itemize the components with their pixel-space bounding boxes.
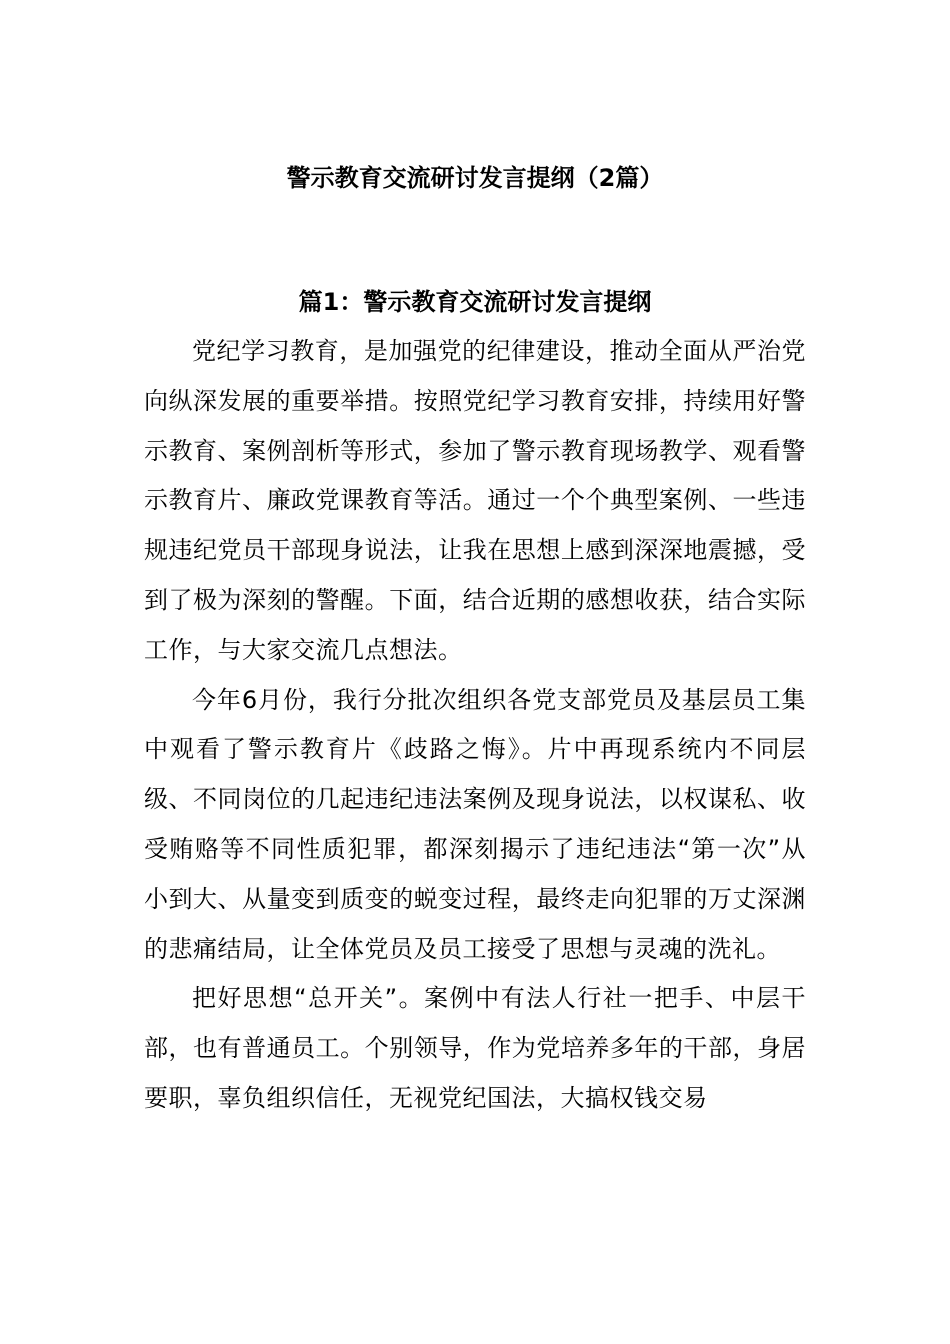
document-title: 警示教育交流研讨发言提纲（2篇）: [286, 164, 664, 192]
document-body: [144, 327, 806, 1124]
paragraph-3: 把好思想“总开关”。案例中有法人行社一把手、中层干部，也有普通员工。个别领导，作为党培养多年的干部，身居要职，辜负组织信任，无视党纪国法，大搞权钱交易: [144, 984, 806, 1112]
paragraph-2: 今年6月份，我行分批次组织各党支部党员及基层员工集中观看了警示教育片《歧路之悔》。片中再现系统内不同层级、不同岗位的几起违纪违法案例及现身说法，以权谋私、收受贿赂等不同性质犯罪，都深刻揭示了违纪违法“第一次”从小到大、从量变到质变的蜕变过程，最终走向犯罪的万丈深渊的悲痛结局，让全体党员及员工接受了思想与灵魂的洗礼。: [144, 685, 806, 963]
section-title: 篇1：警示教育交流研讨发言提纲: [298, 288, 652, 316]
paragraph-1: 党纪学习教育，是加强党的纪律建设，推动全面从严治党向纵深发展的重要举措。按照党纪学习教育安排，持续用好警示教育、案例剖析等形式，参加了警示教育现场教学、观看警示教育片、廉政党课教育等活。通过一个个典型案例、一些违规违纪党员干部现身说法，让我在思想上感到深深地震撼，受到了极为深刻的警醒。下面，结合近期的感想收获，结合实际工作，与大家交流几点想法。: [144, 337, 806, 664]
